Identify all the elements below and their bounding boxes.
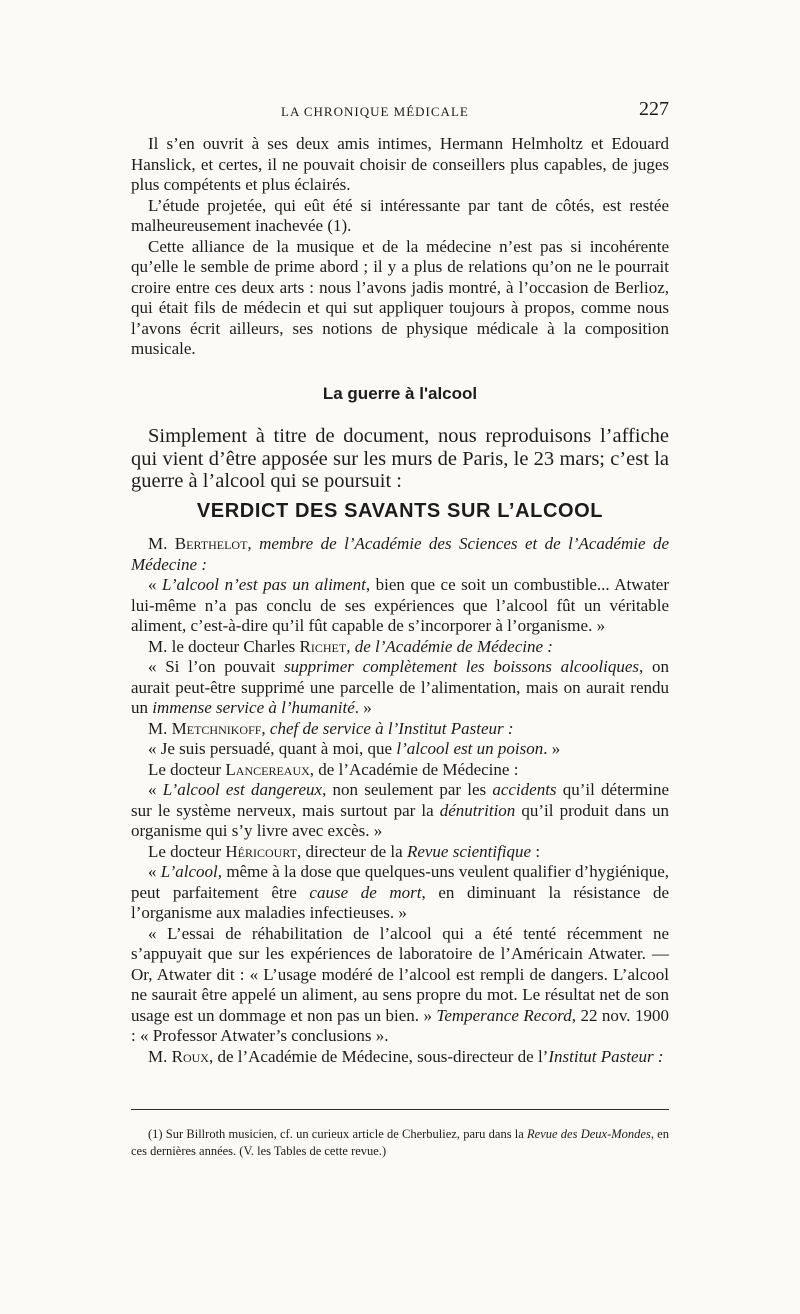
- author-name: Metchnikoff: [171, 718, 262, 738]
- author-role: , membre de l’Académie des Sciences et de l’Académie de Médecine :: [131, 534, 669, 574]
- author-role: , de l’Académie de Médecine :: [309, 759, 519, 779]
- author-role: , de l’Académie de Médecine :: [346, 636, 553, 656]
- quote-text: [131, 739, 669, 760]
- footnote: [131, 1126, 669, 1160]
- quote-emphasis: cause de mort: [309, 882, 422, 902]
- quote-text: [131, 862, 669, 924]
- quote-body: « L’essai de réhabilitation de l’alcool qui a été tenté récemment ne s’appuyait que sur les expériences de laboratoire de l’Américain Atwater. — Or, Atwater dit : « L’usage modéré de l’alcool est rempli de dangers. L’alcool ne saurait être appelé un aliment, au sens propre du mot. Le résultat net de son usage est un dommage et non pas un bien. »: [131, 923, 669, 1025]
- paragraph: L’étude projetée, qui eût été si intéressante par tant de côtés, est restée malheureusement inachevée (1).: [131, 195, 669, 235]
- quote-body: , non seulement par les: [322, 780, 493, 799]
- attribution-end: :: [653, 1046, 664, 1066]
- quote-body: , 22 nov. 1900 : « Professor Atwater’s conclusions ».: [131, 1005, 669, 1045]
- lead-paragraph: Simplement à titre de document, nous reproduisons l’affiche qui vient d’être apposée sur les murs de Paris, le 23 mars; c’est la guerre à l’alcool qui se poursuit :: [131, 425, 669, 492]
- quote-attribution: [131, 534, 669, 575]
- quote-emphasis: L’alcool n’est pas un aliment: [162, 575, 366, 594]
- running-title: LA CHRONIQUE MÉDICALE: [281, 104, 469, 119]
- quote-text: [131, 575, 669, 637]
- quote-body: « Si l’on pouvait: [148, 657, 284, 676]
- author-name: Roux: [171, 1046, 209, 1066]
- quote-text: [131, 780, 669, 842]
- quote-emphasis: L’alcool est dangereux: [162, 780, 323, 799]
- footnote-text: [131, 1126, 669, 1160]
- attribution-prefix: Le docteur: [148, 841, 226, 861]
- intro-text: [131, 134, 669, 360]
- footnote-body: (1) Sur Billroth musicien, cf. un curieux article de Cherbuliez, paru dans la: [148, 1127, 528, 1141]
- author-name: Berthelot: [174, 534, 248, 553]
- quote-attribution: [131, 637, 669, 658]
- quote-body: . »: [354, 698, 372, 717]
- quote-mark: «: [148, 575, 163, 594]
- institution-name: Institut Pasteur: [548, 1046, 654, 1066]
- quote-body: , même à la dose que quelques-uns veulent qualifier d’hygiénique, peut parfaitement être: [131, 862, 669, 902]
- quote-attribution: [131, 719, 669, 740]
- journal-title: Revue scientifique: [406, 841, 532, 861]
- author-name: Richet: [299, 636, 347, 656]
- attribution-prefix: M.: [148, 534, 175, 553]
- quotes-list: [131, 534, 669, 1067]
- quote-attribution: [131, 1047, 669, 1068]
- paragraph: Il s’en ouvrit à ses deux amis intimes, Hermann Helmholtz et Edouard Hanslick, et certes, il ne pouvait choisir de conseillers plus capables, de juges plus compétents et plus éclairés.: [131, 134, 669, 194]
- quote-body: qu’il produit dans un organisme qui s’y livre avec excès. »: [131, 800, 669, 840]
- quote-emphasis: immense service à l’humanité: [152, 698, 355, 717]
- attribution-prefix: Le docteur: [148, 759, 226, 779]
- quote-attribution: [131, 842, 669, 863]
- quote-emphasis: l’alcool est un poison: [396, 739, 544, 758]
- quote-mark: «: [148, 780, 163, 799]
- attribution-prefix: M.: [148, 1046, 172, 1066]
- paragraph: Cette alliance de la musique et de la médecine n’est pas si incohérente qu’elle le semble de prime abord ; il y a plus de relations qu’on ne le pourrait croire entre ces deux arts : nous l’avons jadis montré, à l’occasion de Berlioz, qui était fils de médecin et qui sut appliquer toujours à propos, comme nous l’avons écrit ailleurs, ses notions de physique médicale à la composition musicale.: [131, 236, 669, 358]
- journal-title: Temperance Record: [436, 1005, 572, 1025]
- quote-body: qu’il détermine sur le système nerveux, mais surtout par la: [131, 780, 670, 820]
- quote-body: , bien que ce soit un combustible... Atwater lui-même n’a pas conclu de ses expériences que l’alcool fût un véritable aliment, c’est-à-dire qu’il fût capable de s’incorporer à l’organisme. »: [131, 575, 669, 635]
- quote-emphasis: L’alcool: [160, 862, 218, 881]
- quote-body: « Je suis persuadé, quant à moi, que: [148, 739, 397, 758]
- author-name: Héricourt: [225, 841, 297, 861]
- quote-emphasis: dénutrition: [439, 800, 516, 820]
- footnote-body: , en ces dernières années. (V. les Tables de cette revue.): [131, 1127, 669, 1158]
- author-name: Lancereaux: [225, 759, 310, 779]
- attribution-prefix: M.: [148, 718, 172, 738]
- page-header: [131, 98, 669, 128]
- lead-text: [131, 425, 669, 493]
- author-role: , chef de service à l’Institut Pasteur :: [261, 718, 514, 738]
- section-title: La guerre à l'alcool: [322, 384, 478, 403]
- quote-emphasis: supprimer complètement les boissons alcooliques: [283, 657, 640, 676]
- quote-body: . »: [543, 739, 561, 758]
- quote-body: , en diminuant la résistance de l’organisme aux maladies infectieuses. »: [131, 882, 670, 922]
- quote-attribution: [131, 760, 669, 781]
- quote-mark: «: [148, 862, 161, 881]
- journal-title: Revue des Deux-Mondes: [527, 1127, 651, 1141]
- page-number: 227: [639, 98, 669, 120]
- author-role: , directeur de la: [296, 841, 407, 861]
- attribution-end: :: [531, 841, 541, 861]
- quote-text: [131, 657, 669, 719]
- quote-body: , on aurait peut-être supprimé une parcelle de l’alimentation, mais on aurait rendu un: [131, 657, 669, 717]
- attribution-prefix: M. le docteur Charles: [148, 636, 300, 656]
- author-role: , de l’Académie de Médecine, sous-directeur de l’: [208, 1046, 549, 1066]
- footnote-rule: [131, 1109, 669, 1110]
- poster-title: VERDICT DES SAVANTS SUR L’ALCOOL: [196, 500, 604, 522]
- quote-emphasis: accidents: [492, 780, 557, 799]
- quote-text: [131, 924, 669, 1047]
